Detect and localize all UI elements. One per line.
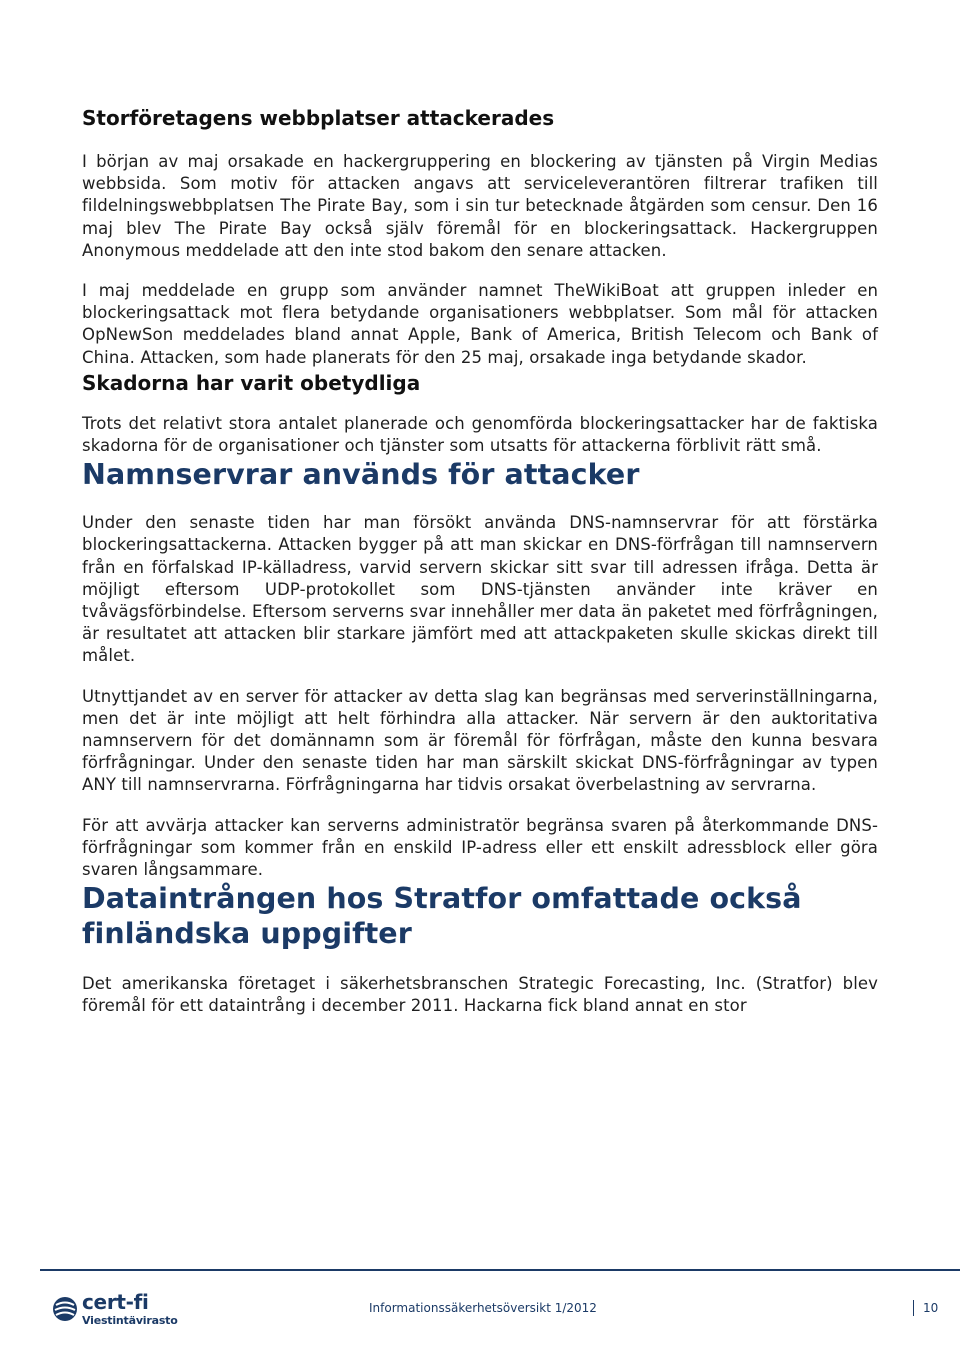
section-heading-storforetagens: Storföretagens webbplatser attackerades — [82, 106, 555, 130]
globe-icon — [52, 1296, 78, 1322]
page-number: 10 — [923, 1301, 939, 1315]
paragraph: Trots det relativt stora antalet planerade och genomförda blockeringsattacker har de faktiska skadorna för de organisationer och tjänster som utsatts för attackerna förblivit rätt små. — [82, 413, 878, 456]
paragraph: I början av maj orsakade en hackergruppering en blockering av tjänsten på Virgin Medias webbsida. Som motiv för attacken angavs att serviceleverantören filtrerar trafiken till fildelningswebbplatsen The Pirate Bay, som i sin tur betecknade åtgärden som censur. Den 16 maj blev The Pirate Bay också själv föremål för en blockeringsattack. Hackergruppen Anonymous meddelade att den inte stod bakom den senare attacken. — [82, 152, 878, 260]
cert-fi-logo — [52, 1292, 202, 1332]
footer-divider — [40, 1269, 960, 1271]
footer-doc-title: Informationssäkerhetsöversikt 1/2012 — [369, 1301, 597, 1315]
paragraph: I maj meddelade en grupp som använder namnet TheWikiBoat att gruppen inleder en blockeringsattack mot flera betydande organisationers webbplatser. Som mål för attacken OpNewSon meddelades bland annat Apple, Bank of America, British Telecom och Bank of China. Attacken, som hade planerats för den 25 maj, orsakade inga betydande skador. — [82, 281, 878, 367]
paragraph: För att avvärja attacker kan serverns administratör begränsa svaren på återkommande DNS-förfrågningar som kommer från en enskild IP-adress eller ett enskilt adressblock eller göra svaren långsammare. — [82, 815, 878, 880]
page-number-separator — [913, 1300, 914, 1316]
section-heading-skadorna: Skadorna har varit obetydliga — [82, 370, 421, 395]
paragraph: Det amerikanska företaget i säkerhetsbranschen Strategic Forecasting, Inc. (Stratfor) blev föremål för ett dataintrång i december 2011. Hackarna fick bland annat en stor — [82, 974, 878, 1016]
paragraph: Under den senaste tiden har man försökt använda DNS-namnservrar för att förstärka blockeringsattackerna. Attacken bygger på att man skickar en DNS-förfrågan till namnservern från en förfalskad IP-källadress, varvid servern skickar sitt svar till adressen ifråga. Detta är möjligt eftersom UDP-protokollet som DNS-tjänsten använder inte kräver en tvåvägsförbindelse. Eftersom serverns svar innehåller mer data än paketet med förfrågningen, är resultatet att attacken blir starkare jämfört med att attackpaketen skulle skickas direkt till målet. — [82, 513, 878, 666]
chapter-heading-stratfor: Dataintrången hos Stratfor omfattade också finländska uppgifter — [82, 882, 802, 951]
logo-subtitle: Viestintävirasto — [82, 1314, 178, 1327]
chapter-heading-namnservrar: Namnservrar används för attacker — [82, 458, 640, 492]
document-body — [82, 104, 878, 1018]
paragraph: Utnyttjandet av en server för attacker av detta slag kan begränsas med serverinställningarna, men det är inte möjligt att helt förhindra alla attacker. När servern är den auktoritativa namnservern för det domännamn som är föremål för förfrågan, måste den kunna besvara förfrågningar. Under den senaste tiden har man särskilt skickat DNS-förfrågningar av typen ANY till namnservrarna. Förfrågningarna har tidvis orsakat överbelastning av servrarna. — [82, 686, 878, 795]
logo-name: cert-fi — [82, 1290, 149, 1314]
